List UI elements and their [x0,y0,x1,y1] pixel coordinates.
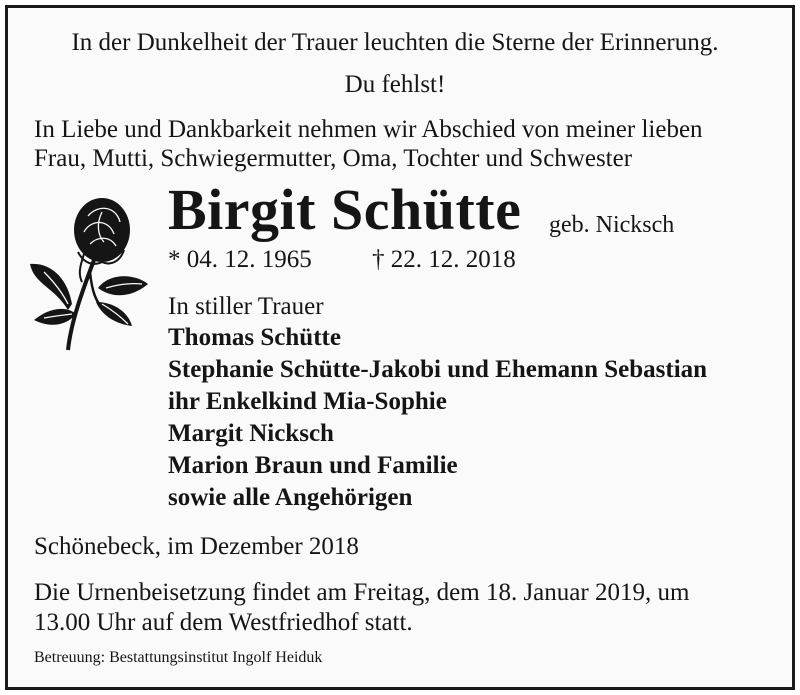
mourner: Thomas Schütte [168,324,341,351]
intro-line-1: In Liebe und Dankbarkeit nehmen wir Abschied von meiner lieben [34,116,703,143]
funeral-line-2: 13.00 Uhr auf dem Westfriedhof statt. [34,609,413,636]
place-date: Schönebeck, im Dezember 2018 [34,533,359,560]
undertaker-line: Betreuung: Bestattungsinstitut Ingolf Heiduk [34,649,323,666]
mourner: sowie alle Angehörigen [168,484,413,511]
mourner: Margit Nicksch [168,420,334,447]
deceased-name: Birgit Schütte [168,177,522,242]
birth-date: * 04. 12. 1965 [168,246,312,273]
mourner: ihr Enkelkind Mia-Sophie [168,388,447,415]
mourning-label: In stiller Trauer [168,293,324,320]
rose-icon [24,192,154,357]
death-date: † 22. 12. 2018 [372,246,516,273]
funeral-line-1: Die Urnenbeisetzung findet am Freitag, dem 18. Januar 2019, um [34,579,690,606]
missing-line: Du fehlst! [344,71,446,98]
mourner: Stephanie Schütte-Jakobi und Ehemann Sebastian [168,356,708,383]
motto: In der Dunkelheit der Trauer leuchten die Sterne der Erinnerung. [71,29,719,56]
mourner: Marion Braun und Familie [168,452,458,479]
intro-line-2: Frau, Mutti, Schwiegermutter, Oma, Tochter und Schwester [34,145,633,172]
maiden-name: geb. Nicksch [549,212,675,238]
